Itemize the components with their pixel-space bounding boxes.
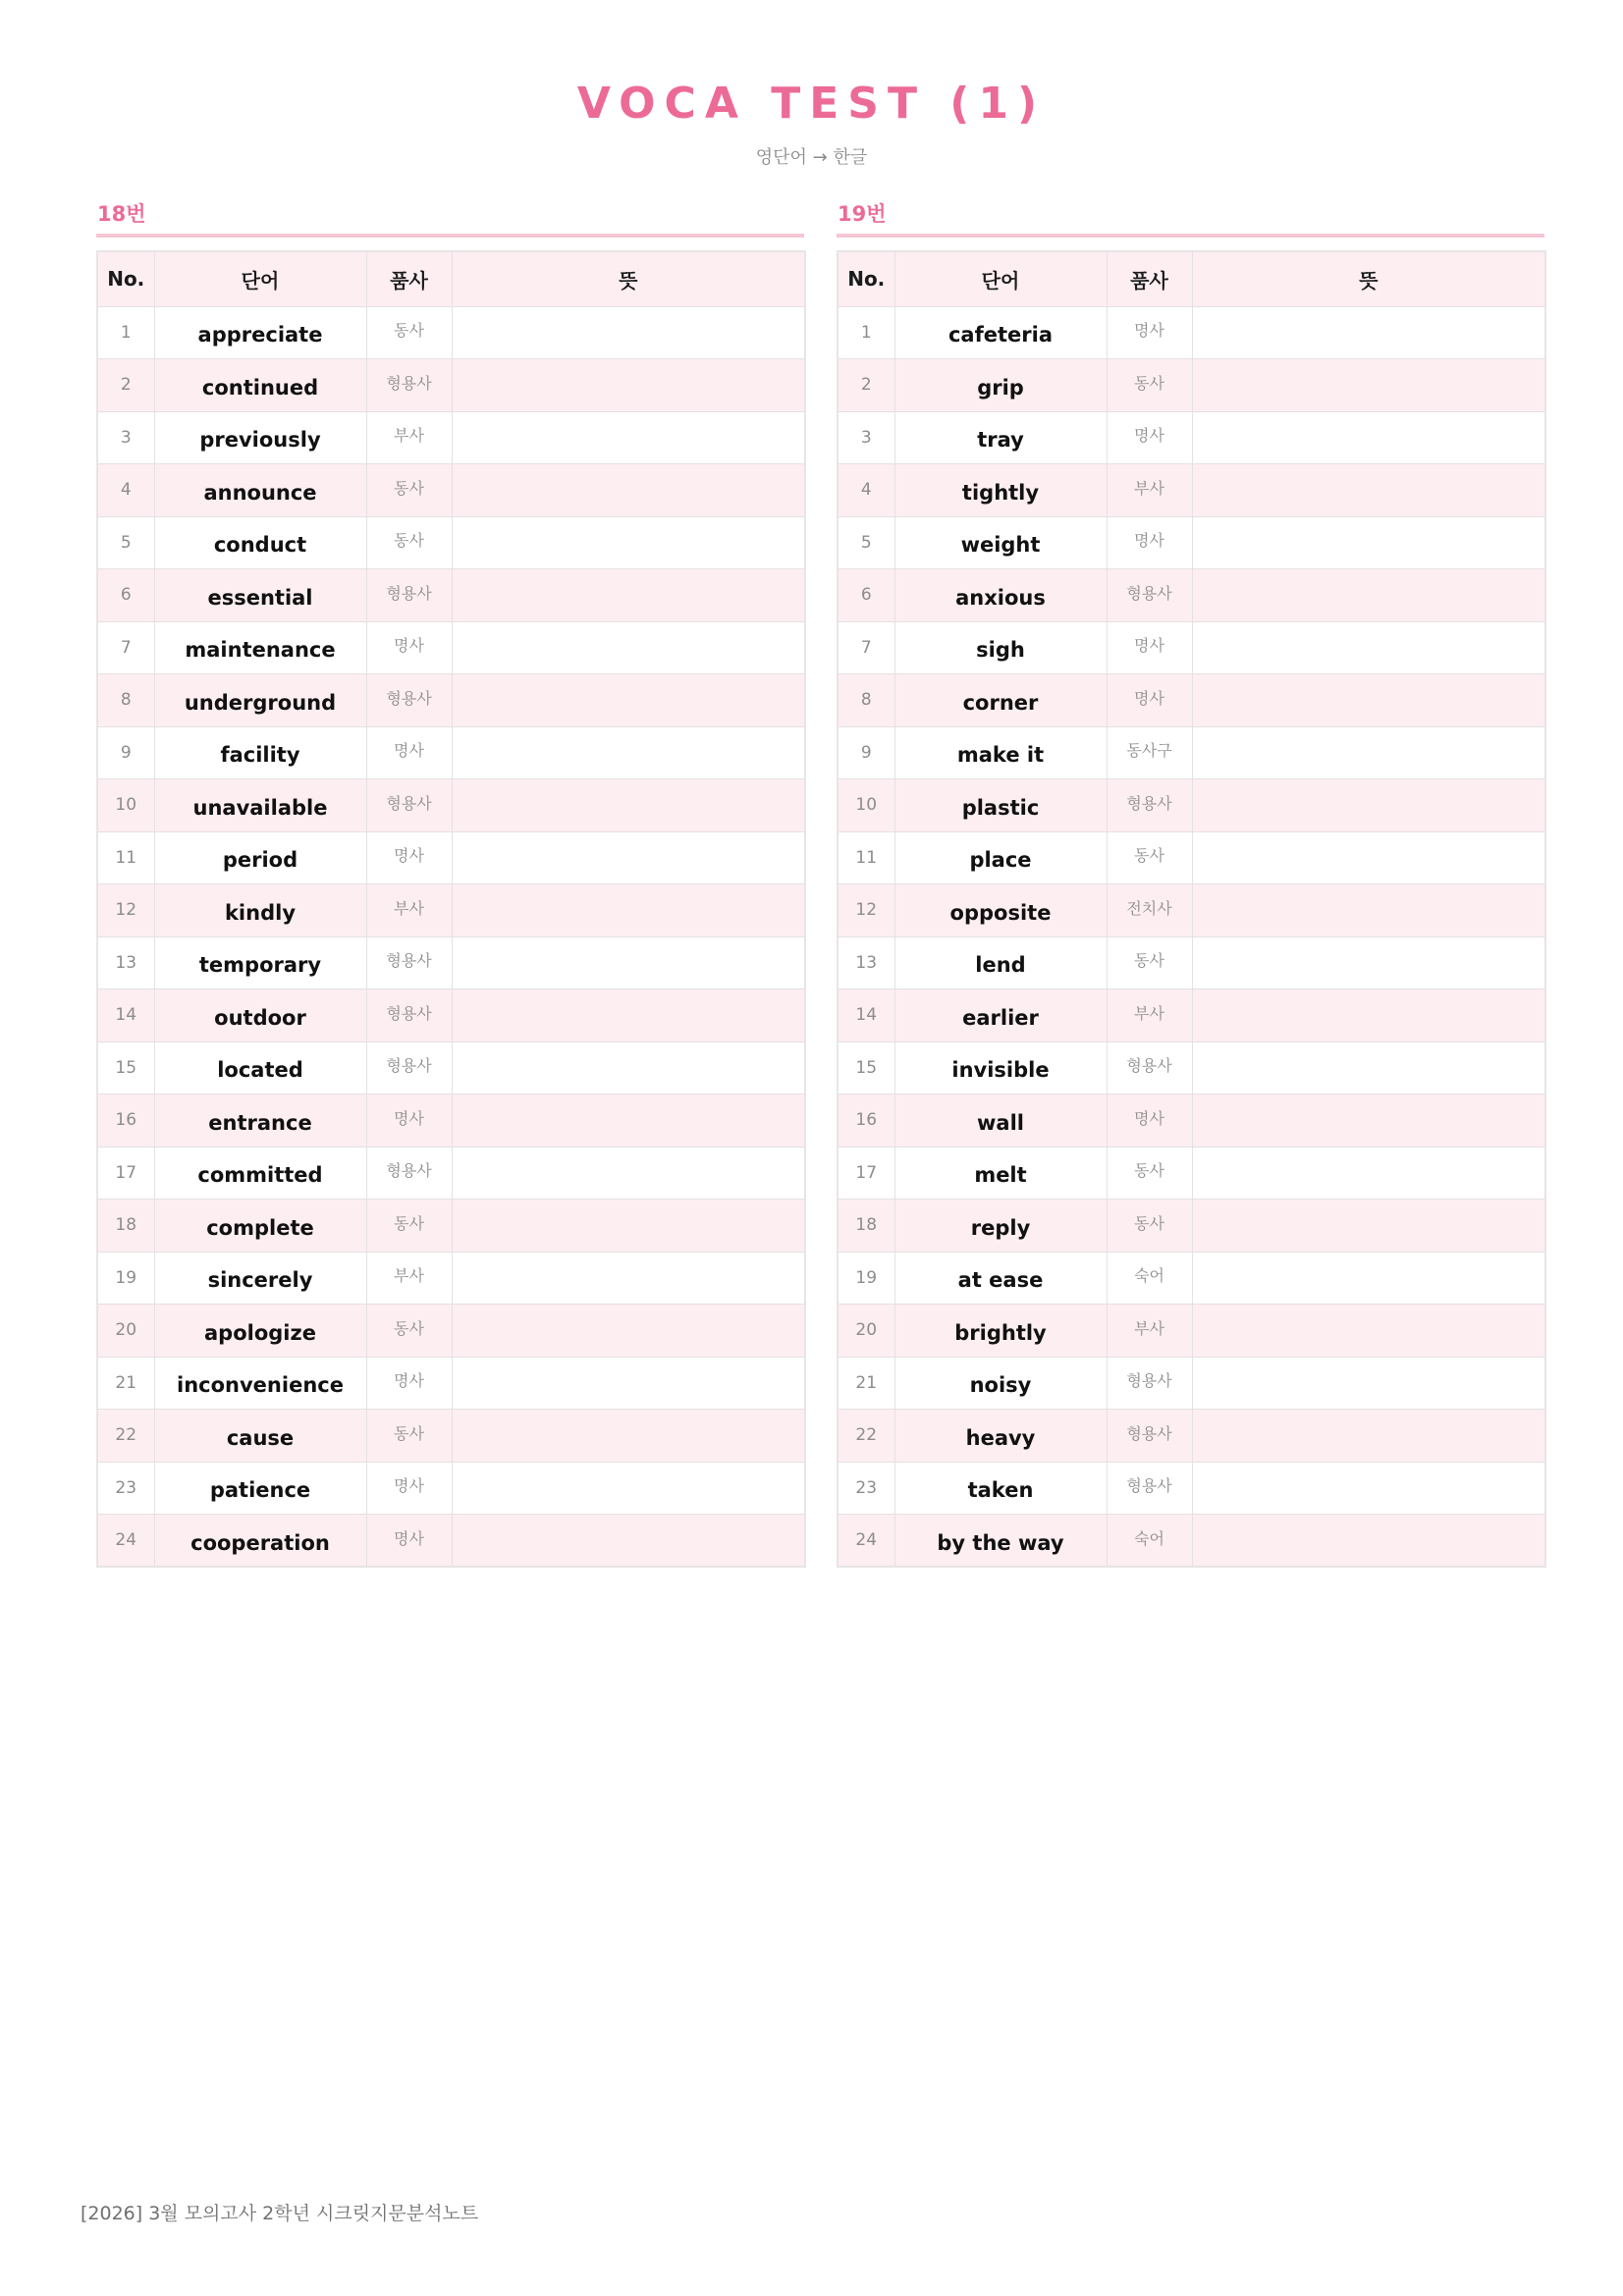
row-number: 1 xyxy=(97,306,154,359)
vocab-word: sincerely xyxy=(154,1252,366,1305)
part-of-speech: 형용사 xyxy=(366,989,452,1042)
row-number: 11 xyxy=(97,831,154,884)
part-of-speech: 부사 xyxy=(1107,989,1192,1042)
meaning-answer-field[interactable] xyxy=(1192,1200,1545,1253)
row-number: 16 xyxy=(97,1095,154,1148)
row-number: 9 xyxy=(97,726,154,779)
part-of-speech: 형용사 xyxy=(1107,1357,1192,1410)
meaning-answer-field[interactable] xyxy=(452,359,805,412)
part-of-speech: 형용사 xyxy=(1107,1041,1192,1095)
part-of-speech: 명사 xyxy=(1107,1095,1192,1148)
row-number: 11 xyxy=(838,831,894,884)
vocab-word: noisy xyxy=(894,1357,1107,1410)
row-number: 14 xyxy=(97,989,154,1042)
part-of-speech: 부사 xyxy=(1107,464,1192,517)
table-row xyxy=(97,464,805,517)
part-of-speech: 명사 xyxy=(1107,306,1192,359)
column-header-no: No. xyxy=(838,251,894,306)
table-row xyxy=(97,1200,805,1253)
meaning-answer-field[interactable] xyxy=(1192,674,1545,727)
vocab-word: apologize xyxy=(154,1305,366,1358)
row-number: 20 xyxy=(97,1305,154,1358)
vocab-word: underground xyxy=(154,674,366,727)
part-of-speech: 명사 xyxy=(366,1357,452,1410)
part-of-speech: 명사 xyxy=(366,1095,452,1148)
vocab-word: facility xyxy=(154,726,366,779)
vocab-word: plastic xyxy=(894,779,1107,832)
table-row xyxy=(97,306,805,359)
vocab-table xyxy=(96,250,806,1568)
part-of-speech: 형용사 xyxy=(1107,1410,1192,1463)
part-of-speech: 명사 xyxy=(366,621,452,674)
table-row xyxy=(838,1515,1545,1568)
meaning-answer-field[interactable] xyxy=(452,936,805,989)
meaning-answer-field[interactable] xyxy=(1192,884,1545,937)
page-title: VOCA TEST (1) xyxy=(576,79,1047,129)
section-title: 18번 xyxy=(97,202,146,226)
vocab-word: temporary xyxy=(154,936,366,989)
table-row xyxy=(838,1410,1545,1463)
table-row xyxy=(838,674,1545,727)
meaning-answer-field[interactable] xyxy=(1192,464,1545,517)
table-row xyxy=(97,1515,805,1568)
part-of-speech: 동사 xyxy=(366,1305,452,1358)
part-of-speech: 숙어 xyxy=(1107,1252,1192,1305)
part-of-speech: 동사 xyxy=(366,1200,452,1253)
section-18 xyxy=(96,198,804,1568)
row-number: 12 xyxy=(97,884,154,937)
vocab-word: inconvenience xyxy=(154,1357,366,1410)
part-of-speech: 형용사 xyxy=(1107,1462,1192,1515)
row-number: 4 xyxy=(97,464,154,517)
meaning-answer-field[interactable] xyxy=(452,726,805,779)
table-row xyxy=(97,1252,805,1305)
row-number: 20 xyxy=(838,1305,894,1358)
part-of-speech: 명사 xyxy=(366,831,452,884)
vocab-word: sigh xyxy=(894,621,1107,674)
vocab-word: anxious xyxy=(894,569,1107,622)
column-header-meaning: 뜻 xyxy=(1192,251,1545,306)
row-number: 7 xyxy=(97,621,154,674)
part-of-speech: 동사 xyxy=(1107,1147,1192,1200)
table-row xyxy=(97,569,805,622)
part-of-speech: 동사 xyxy=(366,464,452,517)
row-number: 17 xyxy=(838,1147,894,1200)
table-row xyxy=(97,1305,805,1358)
part-of-speech: 동사 xyxy=(1107,831,1192,884)
footer-note: [2026] 3월 모의고사 2학년 시크릿지문분석노트 xyxy=(81,2203,479,2224)
vocab-word: earlier xyxy=(894,989,1107,1042)
table-row xyxy=(838,936,1545,989)
vocab-word: opposite xyxy=(894,884,1107,937)
table-row xyxy=(838,306,1545,359)
section-divider xyxy=(96,234,804,238)
row-number: 2 xyxy=(97,359,154,412)
vocab-word: kindly xyxy=(154,884,366,937)
meaning-answer-field[interactable] xyxy=(452,1462,805,1515)
row-number: 3 xyxy=(838,411,894,464)
part-of-speech: 동사 xyxy=(1107,359,1192,412)
meaning-answer-field[interactable] xyxy=(1192,726,1545,779)
vocab-word: essential xyxy=(154,569,366,622)
meaning-answer-field[interactable] xyxy=(452,831,805,884)
vocab-word: period xyxy=(154,831,366,884)
row-number: 18 xyxy=(97,1200,154,1253)
table-row xyxy=(838,1252,1545,1305)
table-row xyxy=(97,1041,805,1095)
table-row xyxy=(97,1410,805,1463)
table-row xyxy=(838,1095,1545,1148)
part-of-speech: 형용사 xyxy=(366,569,452,622)
meaning-answer-field[interactable] xyxy=(452,779,805,832)
meaning-answer-field[interactable] xyxy=(1192,1462,1545,1515)
vocab-word: announce xyxy=(154,464,366,517)
part-of-speech: 전치사 xyxy=(1107,884,1192,937)
meaning-answer-field[interactable] xyxy=(1192,621,1545,674)
vocab-word: taken xyxy=(894,1462,1107,1515)
vocab-word: make it xyxy=(894,726,1107,779)
part-of-speech: 동사 xyxy=(1107,1200,1192,1253)
meaning-answer-field[interactable] xyxy=(452,1200,805,1253)
meaning-answer-field[interactable] xyxy=(452,1305,805,1358)
vocab-word: grip xyxy=(894,359,1107,412)
column-header-word: 단어 xyxy=(894,251,1107,306)
vocab-word: cause xyxy=(154,1410,366,1463)
meaning-answer-field[interactable] xyxy=(1192,1041,1545,1095)
row-number: 1 xyxy=(838,306,894,359)
table-row xyxy=(97,359,805,412)
vocab-word: patience xyxy=(154,1462,366,1515)
table-header-row xyxy=(838,251,1545,306)
meaning-answer-field[interactable] xyxy=(1192,1357,1545,1410)
row-number: 7 xyxy=(838,621,894,674)
row-number: 19 xyxy=(838,1252,894,1305)
part-of-speech: 명사 xyxy=(1107,411,1192,464)
part-of-speech: 형용사 xyxy=(366,359,452,412)
table-row xyxy=(97,674,805,727)
section-divider xyxy=(837,234,1544,238)
table-row xyxy=(838,726,1545,779)
vocab-word: cooperation xyxy=(154,1515,366,1568)
vocab-word: maintenance xyxy=(154,621,366,674)
part-of-speech: 형용사 xyxy=(366,1041,452,1095)
row-number: 23 xyxy=(97,1462,154,1515)
vocab-word: unavailable xyxy=(154,779,366,832)
part-of-speech: 명사 xyxy=(366,1462,452,1515)
table-row xyxy=(838,779,1545,832)
meaning-answer-field[interactable] xyxy=(1192,306,1545,359)
meaning-answer-field[interactable] xyxy=(1192,411,1545,464)
column-header-pos: 품사 xyxy=(366,251,452,306)
table-row xyxy=(97,1462,805,1515)
meaning-answer-field[interactable] xyxy=(452,989,805,1042)
column-header-meaning: 뜻 xyxy=(452,251,805,306)
meaning-answer-field[interactable] xyxy=(1192,516,1545,569)
table-row xyxy=(838,621,1545,674)
table-row xyxy=(838,1041,1545,1095)
meaning-answer-field[interactable] xyxy=(1192,1515,1545,1568)
meaning-answer-field[interactable] xyxy=(1192,1252,1545,1305)
table-row xyxy=(838,884,1545,937)
vocab-word: tray xyxy=(894,411,1107,464)
vocab-word: conduct xyxy=(154,516,366,569)
row-number: 12 xyxy=(838,884,894,937)
table-row xyxy=(838,1305,1545,1358)
table-row xyxy=(838,1147,1545,1200)
table-row xyxy=(97,726,805,779)
part-of-speech: 부사 xyxy=(1107,1305,1192,1358)
meaning-answer-field[interactable] xyxy=(452,674,805,727)
row-number: 10 xyxy=(97,779,154,832)
vocab-word: corner xyxy=(894,674,1107,727)
table-row xyxy=(97,779,805,832)
vocab-word: cafeteria xyxy=(894,306,1107,359)
vocab-word: melt xyxy=(894,1147,1107,1200)
column-header-pos: 품사 xyxy=(1107,251,1192,306)
part-of-speech: 형용사 xyxy=(366,936,452,989)
vocab-word: outdoor xyxy=(154,989,366,1042)
row-number: 4 xyxy=(838,464,894,517)
row-number: 24 xyxy=(838,1515,894,1568)
meaning-answer-field[interactable] xyxy=(1192,831,1545,884)
meaning-answer-field[interactable] xyxy=(452,1041,805,1095)
part-of-speech: 동사 xyxy=(366,306,452,359)
vocab-word: committed xyxy=(154,1147,366,1200)
meaning-answer-field[interactable] xyxy=(1192,359,1545,412)
part-of-speech: 형용사 xyxy=(366,779,452,832)
part-of-speech: 형용사 xyxy=(1107,569,1192,622)
part-of-speech: 명사 xyxy=(1107,674,1192,727)
table-row xyxy=(838,569,1545,622)
row-number: 3 xyxy=(97,411,154,464)
part-of-speech: 형용사 xyxy=(366,1147,452,1200)
meaning-answer-field[interactable] xyxy=(452,1357,805,1410)
table-row xyxy=(97,1357,805,1410)
row-number: 8 xyxy=(97,674,154,727)
part-of-speech: 숙어 xyxy=(1107,1515,1192,1568)
row-number: 21 xyxy=(97,1357,154,1410)
section-title: 19번 xyxy=(838,202,887,226)
meaning-answer-field[interactable] xyxy=(1192,779,1545,832)
row-number: 15 xyxy=(97,1041,154,1095)
row-number: 18 xyxy=(838,1200,894,1253)
table-row xyxy=(97,989,805,1042)
row-number: 2 xyxy=(838,359,894,412)
row-number: 6 xyxy=(838,569,894,622)
row-number: 13 xyxy=(838,936,894,989)
part-of-speech: 동사 xyxy=(366,1410,452,1463)
row-number: 9 xyxy=(838,726,894,779)
table-row xyxy=(97,831,805,884)
vocab-word: heavy xyxy=(894,1410,1107,1463)
part-of-speech: 형용사 xyxy=(366,674,452,727)
meaning-answer-field[interactable] xyxy=(452,1095,805,1148)
meaning-answer-field[interactable] xyxy=(452,306,805,359)
row-number: 22 xyxy=(838,1410,894,1463)
table-row xyxy=(838,516,1545,569)
part-of-speech: 부사 xyxy=(366,1252,452,1305)
row-number: 21 xyxy=(838,1357,894,1410)
vocab-word: continued xyxy=(154,359,366,412)
row-number: 19 xyxy=(97,1252,154,1305)
vocab-word: appreciate xyxy=(154,306,366,359)
table-row xyxy=(838,411,1545,464)
meaning-answer-field[interactable] xyxy=(1192,989,1545,1042)
part-of-speech: 명사 xyxy=(1107,516,1192,569)
vocab-word: previously xyxy=(154,411,366,464)
row-number: 8 xyxy=(838,674,894,727)
meaning-answer-field[interactable] xyxy=(1192,1305,1545,1358)
row-number: 22 xyxy=(97,1410,154,1463)
part-of-speech: 동사 xyxy=(366,516,452,569)
vocab-word: by the way xyxy=(894,1515,1107,1568)
row-number: 10 xyxy=(838,779,894,832)
part-of-speech: 형용사 xyxy=(1107,779,1192,832)
table-row xyxy=(97,1147,805,1200)
vocab-word: complete xyxy=(154,1200,366,1253)
meaning-answer-field[interactable] xyxy=(452,1410,805,1463)
vocab-word: located xyxy=(154,1041,366,1095)
row-number: 6 xyxy=(97,569,154,622)
column-header-word: 단어 xyxy=(154,251,366,306)
meaning-answer-field[interactable] xyxy=(452,884,805,937)
vocab-word: reply xyxy=(894,1200,1107,1253)
vocab-word: place xyxy=(894,831,1107,884)
meaning-answer-field[interactable] xyxy=(452,621,805,674)
table-row xyxy=(97,884,805,937)
table-row xyxy=(97,936,805,989)
part-of-speech: 부사 xyxy=(366,411,452,464)
row-number: 5 xyxy=(97,516,154,569)
page-subtitle: 영단어 → 한글 xyxy=(755,147,868,168)
vocab-word: entrance xyxy=(154,1095,366,1148)
table-row xyxy=(97,516,805,569)
row-number: 14 xyxy=(838,989,894,1042)
part-of-speech: 명사 xyxy=(1107,621,1192,674)
meaning-answer-field[interactable] xyxy=(1192,1147,1545,1200)
meaning-answer-field[interactable] xyxy=(452,411,805,464)
table-row xyxy=(838,989,1545,1042)
meaning-answer-field[interactable] xyxy=(452,1515,805,1568)
row-number: 16 xyxy=(838,1095,894,1148)
vocab-word: at ease xyxy=(894,1252,1107,1305)
meaning-answer-field[interactable] xyxy=(452,516,805,569)
vocab-table xyxy=(837,250,1546,1568)
vocab-word: weight xyxy=(894,516,1107,569)
meaning-answer-field[interactable] xyxy=(1192,569,1545,622)
meaning-answer-field[interactable] xyxy=(452,569,805,622)
row-number: 17 xyxy=(97,1147,154,1200)
table-row xyxy=(97,411,805,464)
table-row xyxy=(838,1357,1545,1410)
meaning-answer-field[interactable] xyxy=(452,1147,805,1200)
part-of-speech: 명사 xyxy=(366,1515,452,1568)
row-number: 23 xyxy=(838,1462,894,1515)
vocab-word: invisible xyxy=(894,1041,1107,1095)
vocab-word: lend xyxy=(894,936,1107,989)
section-19 xyxy=(837,198,1544,1568)
table-header-row xyxy=(97,251,805,306)
meaning-answer-field[interactable] xyxy=(452,464,805,517)
table-row xyxy=(838,464,1545,517)
row-number: 5 xyxy=(838,516,894,569)
part-of-speech: 부사 xyxy=(366,884,452,937)
meaning-answer-field[interactable] xyxy=(1192,1410,1545,1463)
part-of-speech: 동사 xyxy=(1107,936,1192,989)
column-header-no: No. xyxy=(97,251,154,306)
table-row xyxy=(838,831,1545,884)
part-of-speech: 명사 xyxy=(366,726,452,779)
table-row xyxy=(838,359,1545,412)
vocab-word: wall xyxy=(894,1095,1107,1148)
row-number: 15 xyxy=(838,1041,894,1095)
table-row xyxy=(838,1462,1545,1515)
table-row xyxy=(838,1200,1545,1253)
table-row xyxy=(97,1095,805,1148)
row-number: 24 xyxy=(97,1515,154,1568)
vocab-word: tightly xyxy=(894,464,1107,517)
row-number: 13 xyxy=(97,936,154,989)
meaning-answer-field[interactable] xyxy=(1192,1095,1545,1148)
table-row xyxy=(97,621,805,674)
vocab-word: brightly xyxy=(894,1305,1107,1358)
meaning-answer-field[interactable] xyxy=(452,1252,805,1305)
meaning-answer-field[interactable] xyxy=(1192,936,1545,989)
part-of-speech: 동사구 xyxy=(1107,726,1192,779)
